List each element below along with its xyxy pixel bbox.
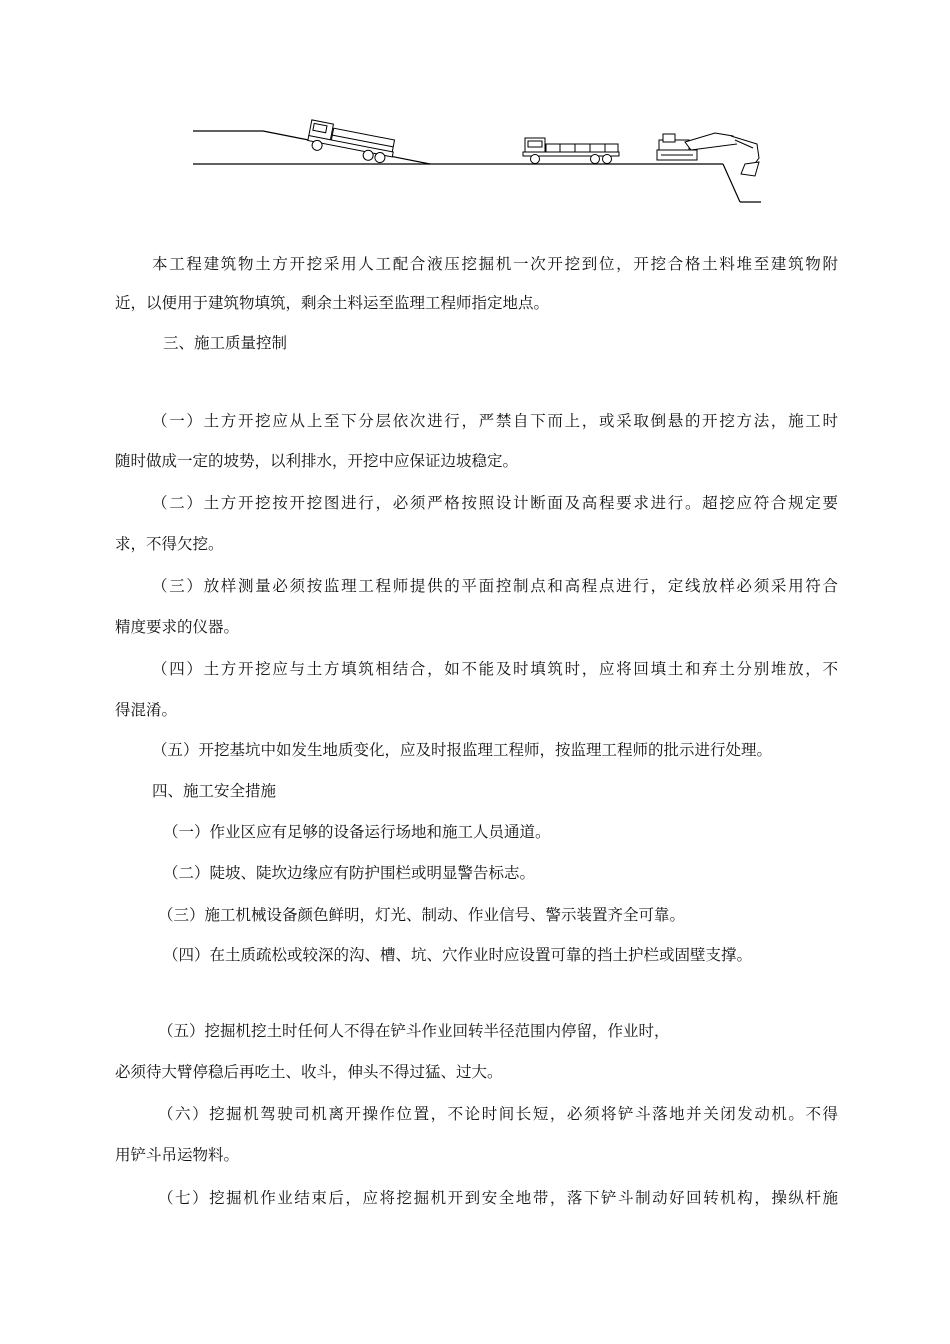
pit-wall-line [723,164,740,202]
paragraph-line: 随时做成一定的坡势，以利排水，开挖中应保证边坡稳定。 [115,452,519,470]
flatbed-truck-icon [523,138,619,164]
paragraph-line: （三）放样测量必须按监理工程师提供的平面控制点和高程点进行，定线放样必须采用符合 [152,577,838,595]
list-item: （二）陡坡、陡坎边缘应有防护围栏或明显警告标志。 [163,864,536,882]
excavation-illustration [185,100,775,212]
section-heading: 三、施工质量控制 [163,334,288,352]
section-heading: 四、施工安全措施 [152,782,277,800]
paragraph-line: （二）土方开挖按开挖图进行，必须严格按照设计断面及高程要求进行。超挖应符合规定要 [152,494,838,512]
paragraph-line: （六）挖掘机驾驶司机离开操作位置，不论时间长短，必须将铲斗落地并关闭发动机。不得 [158,1105,838,1123]
paragraph-line: （五）开挖基坑中如发生地质变化，应及时报监理工程师，按监理工程师的批示进行处理。 [152,741,773,759]
dump-truck-icon [306,120,396,165]
paragraph-line: 近，以便用于建筑物填筑，剩余土料运至监理工程师指定地点。 [115,294,550,312]
paragraph-line: （七）挖掘机作业结束后，应将挖掘机开到安全地带，落下铲斗制动好回转机构，操纵杆施 [158,1189,838,1207]
paragraph-line: （五）挖掘机挖土时任何人不得在铲斗作业回转半径范围内停留，作业时， [158,1022,670,1040]
list-item: （一）作业区应有足够的设备运行场地和施工人员通道。 [163,823,551,841]
excavator-icon [657,133,759,176]
paragraph-line: 必须待大臂停稳后再吃土、收斗，伸头不得过猛、过大。 [115,1063,503,1081]
paragraph-line: 本工程建筑物土方开挖采用人工配合液压挖掘机一次开挖到位，开挖合格土料堆至建筑物附 [152,255,838,273]
paragraph-line: 求，不得欠挖。 [115,535,224,553]
paragraph-line: 得混淆。 [115,701,178,719]
list-item: （三）施工机械设备颜色鲜明，灯光、制动、作业信号、警示装置齐全可靠。 [158,906,686,924]
list-item: （四）在土质疏松或较深的沟、槽、坑、穴作业时应设置可靠的挡土护栏或固壁支撑。 [163,946,753,964]
paragraph-line: （一）土方开挖应从上至下分层依次进行，严禁自下而上，或采取倒悬的开挖方法，施工时 [152,412,838,430]
paragraph-line: 精度要求的仪器。 [115,618,240,636]
paragraph-line: （四）土方开挖应与土方填筑相结合，如不能及时填筑时，应将回填土和弃土分别堆放，不 [152,660,838,678]
paragraph-line: 用铲斗吊运物料。 [115,1146,240,1164]
